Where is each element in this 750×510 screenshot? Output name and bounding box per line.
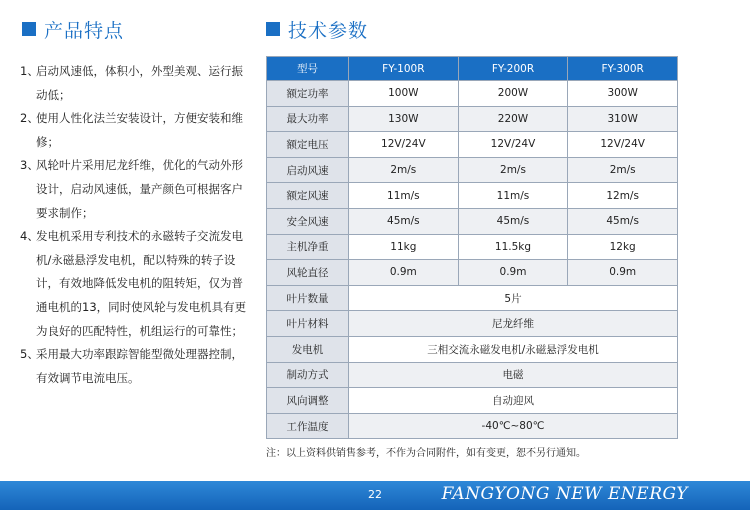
table-cell-merged: 尼龙纤维 [349, 311, 678, 337]
footer-bar [0, 481, 750, 510]
feature-number: 5、 [20, 347, 39, 362]
row-label: 风向调整 [267, 388, 349, 414]
table-row [267, 260, 678, 286]
table-cell: 0.9m [349, 260, 459, 286]
table-row [267, 132, 678, 158]
feature-number: 2、 [20, 111, 39, 126]
table-cell: 0.9m [568, 260, 678, 286]
table-row [267, 362, 678, 388]
table-cell: 310W [568, 106, 678, 132]
table-cell: 12m/s [568, 183, 678, 209]
feature-item [20, 225, 248, 343]
table-cell-merged: 5片 [349, 285, 678, 311]
row-label: 额定功率 [267, 81, 349, 107]
disclaimer-note: 注：以上资料供销售参考，不作为合同附件，如有变更，恕不另行通知。 [266, 448, 586, 459]
blue-square-icon [22, 22, 36, 36]
row-label: 启动风速 [267, 157, 349, 183]
table-cell: 11m/s [349, 183, 459, 209]
table-row [267, 311, 678, 337]
table-cell: 200W [458, 81, 568, 107]
table-row [267, 234, 678, 260]
table-row [267, 157, 678, 183]
row-label: 叶片数量 [267, 285, 349, 311]
row-label: 安全风速 [267, 208, 349, 234]
table-cell: 100W [349, 81, 459, 107]
table-cell: 12V/24V [349, 132, 459, 158]
header-cell: FY-200R [458, 57, 568, 81]
header-cell: 型号 [267, 57, 349, 81]
row-label: 叶片材料 [267, 311, 349, 337]
table-cell: 11.5kg [458, 234, 568, 260]
row-label: 制动方式 [267, 362, 349, 388]
features-section-title [22, 16, 124, 42]
row-label: 风轮直径 [267, 260, 349, 286]
row-label: 额定风速 [267, 183, 349, 209]
table-cell: 0.9m [458, 260, 568, 286]
params-title-text: 技术参数 [288, 19, 369, 42]
row-label: 工作温度 [267, 413, 349, 439]
table-row [267, 336, 678, 362]
features-title-text: 产品特点 [44, 19, 125, 42]
row-label: 主机净重 [267, 234, 349, 260]
table-cell: 12V/24V [568, 132, 678, 158]
features-list [20, 60, 248, 390]
table-cell: 2m/s [458, 157, 568, 183]
page-number: 22 [368, 488, 382, 501]
table-cell: 2m/s [349, 157, 459, 183]
feature-number: 1、 [20, 64, 39, 78]
feature-text: 使用人性化法兰安装设计，方便安装和维修； [36, 111, 243, 149]
table-cell-merged: -40℃~80℃ [349, 413, 678, 439]
table-row [267, 183, 678, 209]
spec-table [266, 56, 678, 439]
table-cell: 300W [568, 81, 678, 107]
feature-text: 发电机采用专利技术的永磁转子交流发电机/永磁悬浮发电机，配以特殊的转子设计，有效地降低发电机的阻转矩，仅为普通电机的13，同时使风轮与发电机具有更为良好的匹配特性，机组运行的可靠性； [36, 229, 247, 338]
feature-item [20, 343, 248, 390]
row-label: 最大功率 [267, 106, 349, 132]
table-cell: 220W [458, 106, 568, 132]
row-label: 额定电压 [267, 132, 349, 158]
table-row [267, 81, 678, 107]
table-row [267, 413, 678, 439]
table-row [267, 208, 678, 234]
table-cell-merged: 电磁 [349, 362, 678, 388]
table-cell: 130W [349, 106, 459, 132]
table-row [267, 285, 678, 311]
header-cell: FY-100R [349, 57, 459, 81]
table-cell: 11m/s [458, 183, 568, 209]
table-cell: 45m/s [349, 208, 459, 234]
table-cell: 45m/s [458, 208, 568, 234]
table-row [267, 388, 678, 414]
feature-item [20, 60, 248, 107]
feature-text: 风轮叶片采用尼龙纤维，优化的气动外形设计，启动风速低，量产颜色可根据客户要求制作； [36, 158, 243, 220]
table-cell-merged: 三相交流永磁发电机/永磁悬浮发电机 [349, 336, 678, 362]
feature-number: 3、 [20, 158, 39, 173]
table-cell: 12V/24V [458, 132, 568, 158]
feature-item [20, 107, 248, 154]
row-label: 发电机 [267, 336, 349, 362]
feature-text: 启动风速低，体积小，外型美观、运行振动低； [36, 64, 243, 102]
table-cell: 12kg [568, 234, 678, 260]
table-cell: 2m/s [568, 157, 678, 183]
feature-text: 采用最大功率跟踪智能型微处理器控制，有效调节电流电压。 [36, 347, 243, 385]
table-cell: 45m/s [568, 208, 678, 234]
brand-name: FANGYONG NEW ENERGY [441, 484, 688, 504]
header-cell: FY-300R [568, 57, 678, 81]
blue-square-icon [266, 22, 280, 36]
table-cell: 11kg [349, 234, 459, 260]
table-row [267, 106, 678, 132]
params-section-title [266, 16, 368, 42]
table-cell-merged: 自动迎风 [349, 388, 678, 414]
table-header-row [267, 57, 678, 81]
feature-number: 4、 [20, 229, 39, 244]
feature-item [20, 154, 248, 225]
